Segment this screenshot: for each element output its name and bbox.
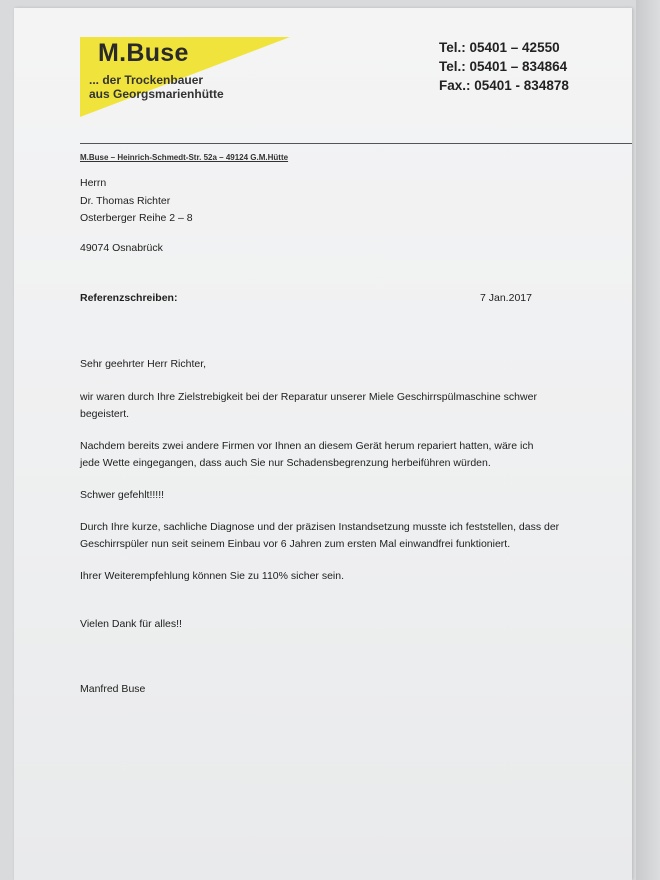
paragraph-5: Ihrer Weiterempfehlung können Sie zu 110% sicher sein. — [80, 570, 345, 582]
subject-line: Referenzschreiben: — [80, 292, 178, 304]
recipient-street: Osterberger Reihe 2 – 8 — [80, 212, 193, 224]
paragraph-2-line-2: jede Wette eingegangen, dass auch Sie nur Schadensbegrenzung herbeiführen würden. — [80, 456, 491, 469]
logo-tagline-line-2: aus Georgsmarienhütte — [89, 87, 224, 101]
greeting: Sehr geehrter Herr Richter, — [80, 358, 207, 370]
paragraph-4-line-1: Durch Ihre kurze, sachliche Diagnose und der präzisen Instandsetzung musste ich feststellen, dass der — [80, 521, 560, 533]
logo-tagline — [89, 73, 224, 101]
paragraph-2 — [80, 438, 560, 471]
paragraph-2-line-1: Nachdem bereits zwei andere Firmen vor Ihnen an diesem Gerät herum repariert hatten, wäre ich — [80, 440, 534, 452]
logo-tagline-line-1: ... der Trockenbauer — [89, 73, 204, 87]
logo-company-name: M.Buse — [98, 39, 189, 67]
signature-name: Manfred Buse — [80, 683, 146, 695]
recipient-salutation: Herrn — [80, 177, 107, 189]
fax: Fax.: 05401 - 834878 — [439, 78, 569, 93]
paragraph-3: Schwer gefehlt!!!!! — [80, 489, 165, 501]
paragraph-1-line-2: begeistert. — [80, 407, 130, 420]
paragraph-1 — [80, 389, 560, 422]
recipient-city: 49074 Osnabrück — [80, 242, 163, 254]
closing-thanks: Vielen Dank für alles!! — [80, 618, 182, 630]
sender-address-line: M.Buse – Heinrich-Schmedt-Str. 52a – 49124 G.M.Hütte — [80, 153, 289, 162]
recipient-name: Dr. Thomas Richter — [80, 194, 171, 207]
paragraph-1-line-1: wir waren durch Ihre Zielstrebigkeit bei der Reparatur unserer Miele Geschirrspülmaschine schwer — [80, 391, 537, 403]
contact-block — [439, 38, 569, 95]
paragraph-4 — [80, 519, 560, 552]
background-edge — [636, 0, 660, 880]
paragraph-4-line-2: Geschirrspüler nun seit seinem Einbau vor 6 Jahren zum ersten Mal einwandfrei funktioniert. — [80, 537, 511, 550]
recipient-address — [80, 175, 193, 228]
phone-1: Tel.: 05401 – 42550 — [439, 40, 560, 55]
header-divider — [80, 143, 632, 144]
letter-date: 7 Jan.2017 — [480, 292, 532, 304]
phone-2: Tel.: 05401 – 834864 — [439, 59, 568, 74]
company-logo — [80, 37, 290, 117]
